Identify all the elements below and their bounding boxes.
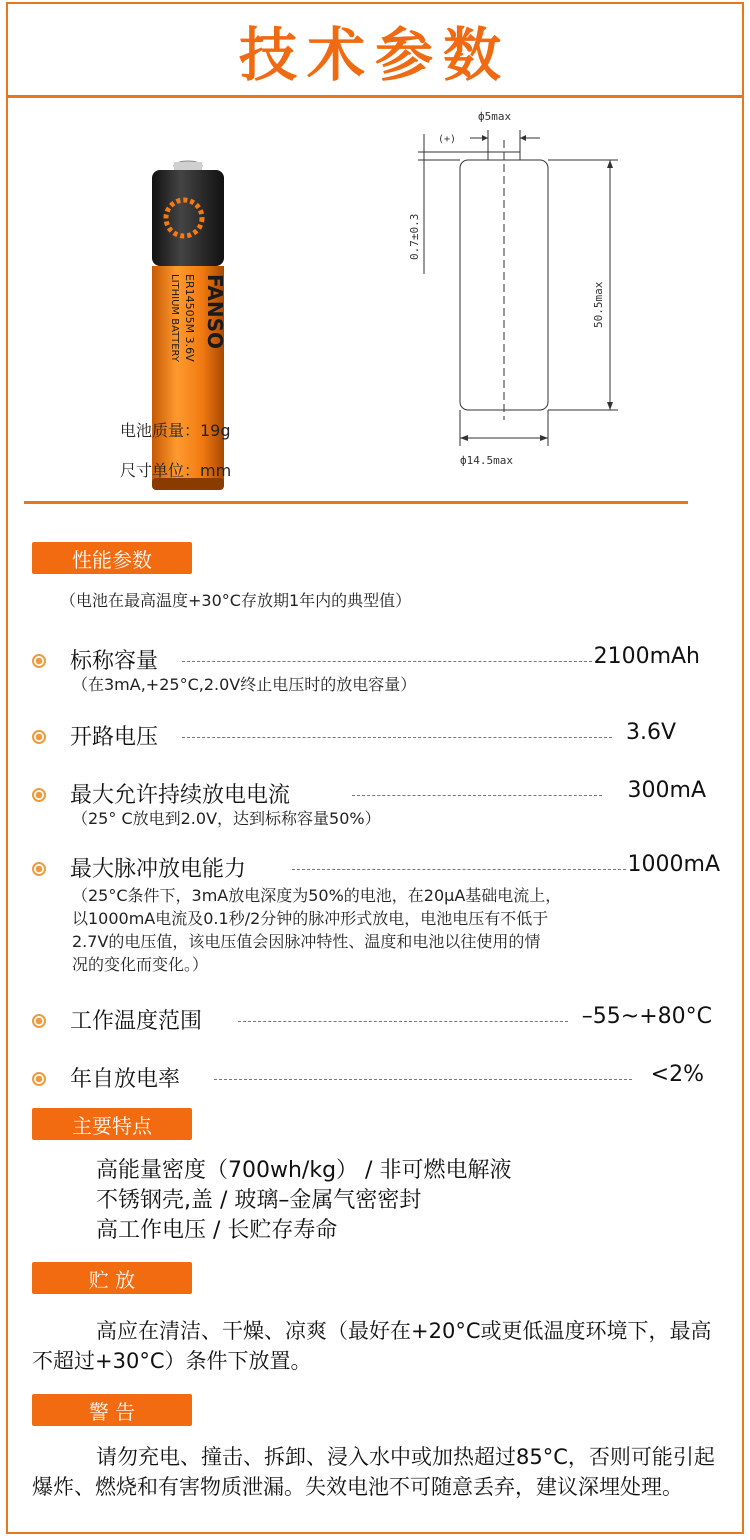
note-line: 2.7V的电压值，该电压值会因脉冲特性、温度和电池以往使用的情 (72, 932, 541, 951)
dim-top-text: ф5max (478, 110, 512, 123)
tab-performance: 性能参数 (32, 542, 192, 574)
spec-row-continuous-current (32, 778, 722, 812)
dim-height-text: 50.5max (592, 281, 605, 328)
battery-model-text: ER14505M 3.6V (183, 274, 196, 362)
spec-value: –55~+80°C (581, 1004, 712, 1029)
spec-value: 2100mAh (593, 644, 700, 669)
spec-value: 300mA (627, 778, 706, 803)
battery-image (148, 156, 228, 496)
spec-value: 1000mA (627, 852, 720, 877)
tab-storage: 贮 放 (32, 1262, 192, 1294)
leader-dots (292, 869, 626, 870)
spec-value: 3.6V (625, 720, 676, 745)
dim-width-text: ф14.5max (460, 454, 513, 467)
note-line: 以1000mA电流及0.1秒/2分钟的脉冲形式放电，电池电压有不低于 (72, 909, 549, 928)
note-line: 况的变化而变化。） (72, 955, 209, 974)
mass-label: 电池质量：19g (120, 421, 231, 440)
leader-dots (214, 1079, 632, 1080)
spec-label: 开路电压 (70, 725, 159, 750)
leader-dots (352, 795, 602, 796)
section-divider (24, 501, 688, 504)
spec-note-continuous-current: （25° C放电到2.0V，达到标称容量50%） (72, 809, 381, 828)
leader-dots (238, 1021, 568, 1022)
performance-note: （电池在最高温度+30°C存放期1年内的典型值） (60, 591, 412, 610)
product-section (8, 98, 742, 508)
unit-label: 尺寸单位：mm (120, 461, 232, 480)
dimension-diagram (404, 100, 634, 472)
header-banner (8, 4, 742, 98)
bullet-icon (32, 862, 46, 876)
leader-dots (182, 661, 592, 662)
bullet-icon (32, 730, 46, 744)
bullet-icon (32, 788, 46, 802)
tab-features: 主要特点 (32, 1108, 192, 1140)
tab-warning: 警 告 (32, 1394, 192, 1426)
dim-cap-text: 0.7±0.3 (408, 213, 421, 260)
warning-text: 请勿充电、撞击、拆卸、浸入水中或加热超过85°C，否则可能引起爆炸、燃烧和有害物质泄漏。失效电池不可随意丢弃，建议深埋处理。 (32, 1445, 715, 1499)
bullet-icon (32, 1014, 46, 1028)
spec-row-capacity (32, 644, 722, 678)
spec-label: 最大允许持续放电电流 (70, 783, 291, 808)
note-line: （25°C条件下，3mA放电深度为50%的电池，在20μA基础电流上， (72, 886, 562, 905)
bullet-icon (32, 654, 46, 668)
feature-line: 高能量密度（700wh/kg） / 非可燃电解液 (96, 1158, 512, 1183)
features-list (96, 1156, 511, 1246)
spec-label: 最大脉冲放电能力 (70, 857, 247, 882)
spec-row-temperature (32, 1004, 722, 1038)
battery-type-text: LITHIUM BATTERY (169, 274, 180, 362)
page-title: 技术参数 (238, 20, 511, 89)
spec-page (6, 2, 744, 1534)
battery-brand-text: FANSO (203, 274, 227, 349)
feature-line: 不锈钢壳,盖 / 玻璃–金属气密密封 (96, 1188, 422, 1213)
dim-plus-text: (+) (438, 134, 457, 145)
leader-dots (182, 737, 612, 738)
feature-line: 高工作电压 / 长贮存寿命 (96, 1218, 338, 1243)
spec-row-pulse-current (32, 852, 722, 886)
spec-value: <2% (650, 1062, 704, 1087)
spec-label: 工作温度范围 (70, 1009, 203, 1034)
spec-note-capacity: （在3mA,+25°C,2.0V终止电压时的放电容量） (72, 675, 417, 694)
storage-text: 高应在清洁、干燥、凉爽（最好在+20°C或更低温度环境下，最高不超过+30°C）条件下放置。 (32, 1319, 712, 1373)
spec-label: 年自放电率 (70, 1067, 181, 1092)
spec-label: 标称容量 (70, 649, 159, 674)
bullet-icon (32, 1072, 46, 1086)
spec-note-pulse-current (72, 884, 561, 976)
spec-row-voltage (32, 720, 722, 754)
spec-row-self-discharge (32, 1062, 722, 1096)
